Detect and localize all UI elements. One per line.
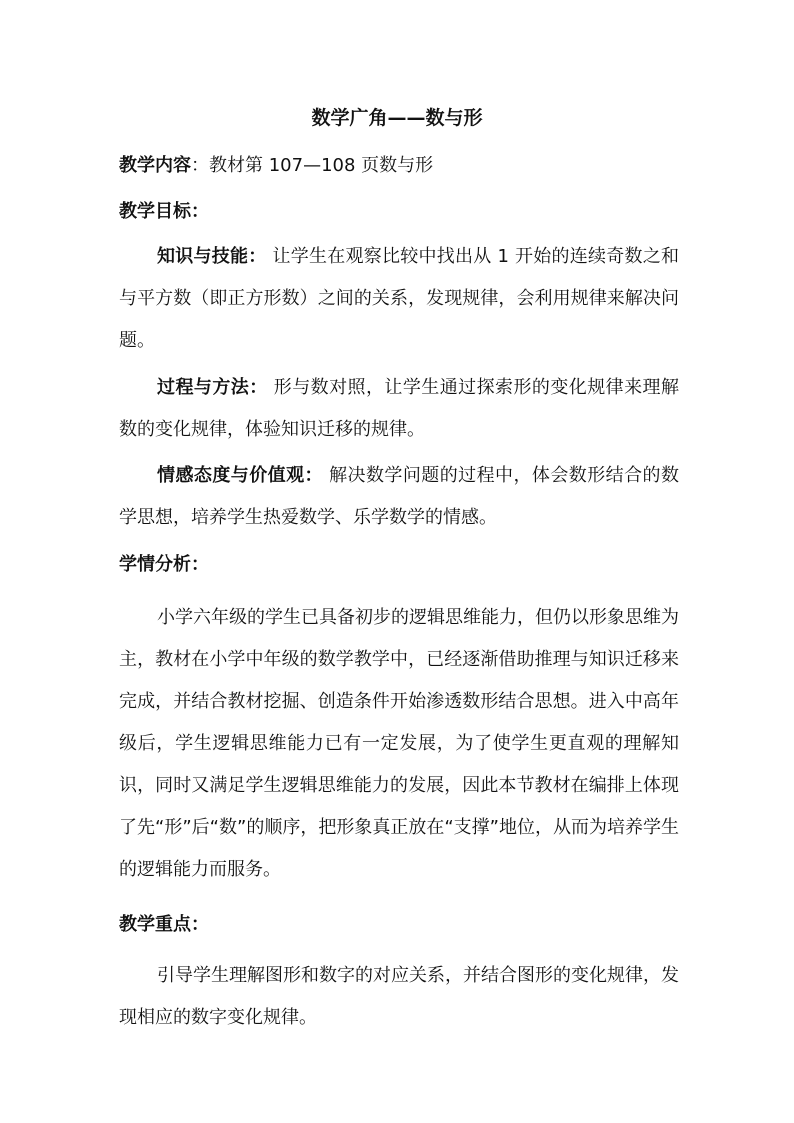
analysis-paragraph: 小学六年级的学生已具备初步的逻辑思维能力，但仍以形象思维为主，教材在小学中年级的数学教学中，已经逐渐借助推理与知识迁移来完成，并结合教材挖掘、创造条件开始渗透数形结合思想。进入中高年级后，学生逻辑思维能力已有一定发展，为了使学生更直观的理解知识，同时又满足学生逻辑思维能力的发展，因此本节教材在编排上体现了先“形”后“数”的顺序，把形象真正放在“支撑”地位，从而为培养学生的逻辑能力而服务。 — [119, 607, 679, 880]
knowledge-skills-label: 知识与技能： — [157, 246, 267, 267]
key-points-heading: 教学重点： — [119, 914, 209, 935]
emotion-values-paragraph — [119, 455, 679, 539]
process-methods-text: 形与数对照，让学生通过探索形的变化规律来理解数的变化规律，体验知识迁移的规律。 — [119, 377, 679, 440]
key-points-paragraph: 引导学生理解图形和数字的对应关系，并结合图形的变化规律，发现相应的数字变化规律。 — [119, 965, 679, 1028]
page-title: 数学广角——数与形 — [311, 107, 483, 129]
analysis-heading: 学情分析： — [119, 554, 209, 575]
knowledge-skills-paragraph — [119, 236, 679, 362]
teaching-content-separator: ： — [191, 155, 209, 176]
teaching-content-line — [119, 152, 679, 180]
objectives-heading: 教学目标： — [119, 201, 209, 222]
emotion-values-label: 情感态度与价值观： — [157, 465, 323, 486]
teaching-content-label: 教学内容 — [119, 155, 191, 176]
knowledge-skills-text: 让学生在观察比较中找出从 1 开始的连续奇数之和与平方数（即正方形数）之间的关系，发现规律，会利用规律来解决问题。 — [119, 246, 679, 351]
process-methods-label: 过程与方法： — [157, 377, 268, 398]
emotion-values-text: 解决数学问题的过程中，体会数形结合的数学思想，培养学生热爱数学、乐学数学的情感。 — [119, 465, 679, 528]
teaching-content-text: 教材第 107—108 页数与形 — [209, 155, 434, 176]
process-methods-paragraph — [119, 367, 679, 451]
